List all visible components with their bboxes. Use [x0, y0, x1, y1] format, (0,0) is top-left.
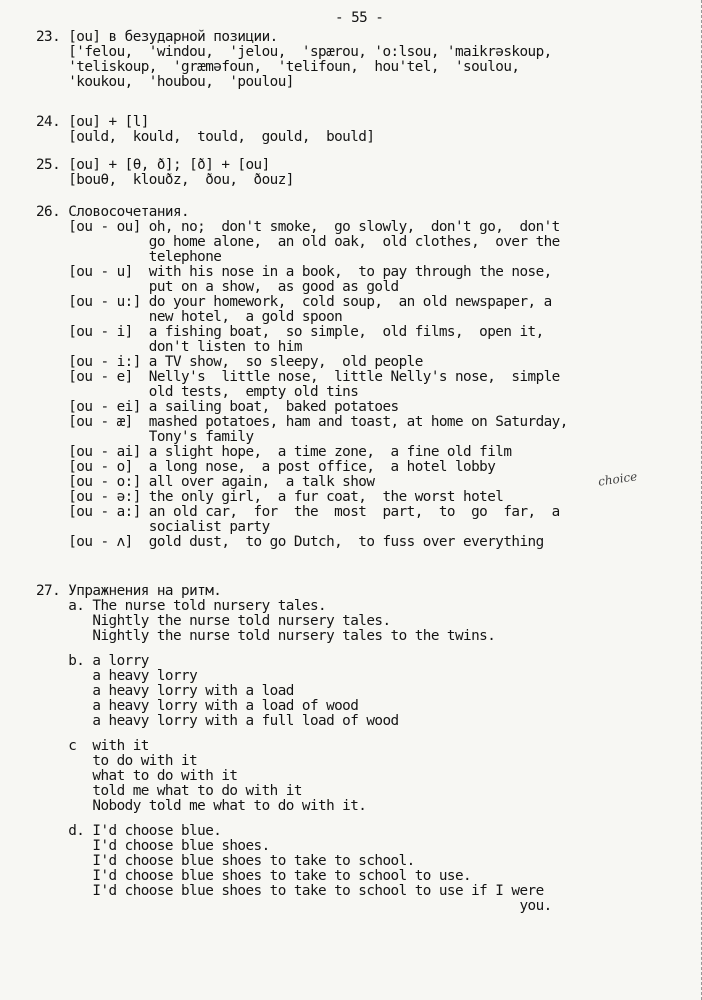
text-line: [ou - ʌ] gold dust, to go Dutch, to fuss over everything [36, 534, 544, 550]
text-line: Nightly the nurse told nursery tales to the twins. [36, 628, 496, 644]
text-line: put on a show, as good as gold [36, 279, 399, 295]
scan-edge-divider [698, 0, 702, 1000]
text-line: to do with it [36, 753, 198, 769]
text-line: I'd choose blue shoes to take to school. [36, 853, 415, 869]
text-line: [ou - a:] an old car, for the most part, to go far, a [36, 504, 560, 520]
text-line: I'd choose blue shoes to take to school to use if I were [36, 883, 544, 899]
text-line: 24. [ou] + [l] [36, 114, 149, 130]
text-line: what to do with it [36, 768, 238, 784]
text-line: [ou - o:] all over again, a talk show [36, 474, 375, 490]
text-line: [ou - i] a fishing boat, so simple, old films, open it, [36, 324, 544, 340]
text-line: I'd choose blue shoes to take to school to use. [36, 868, 472, 884]
text-line: you. [36, 898, 552, 914]
text-line: 23. [ou] в безударной позиции. [36, 29, 278, 45]
handwritten-note: choice [597, 469, 639, 489]
text-line: ['felou, 'windou, 'jelou, 'spærou, 'o:lsou, 'maikrəskoup, [36, 44, 552, 60]
text-line: 'teliskoup, 'græməfoun, 'telifoun, hou'tel, 'soulou, [36, 59, 520, 75]
text-line: d. I'd choose blue. [36, 823, 222, 839]
text-line: a heavy lorry with a load [36, 683, 294, 699]
text-line: old tests, empty old tins [36, 384, 359, 400]
text-line: [ou - ei] a sailing boat, baked potatoes [36, 399, 399, 415]
text-line: [ou - u] with his nose in a book, to pay through the nose, [36, 264, 552, 280]
text-line: [ou - ai] a slight hope, a time zone, a fine old film [36, 444, 512, 460]
text-line: don't listen to him [36, 339, 302, 355]
text-line: a. The nurse told nursery tales. [36, 598, 327, 614]
text-line: [ou - i:] a TV show, so sleepy, old people [36, 354, 423, 370]
text-line: 26. Словосочетания. [36, 204, 190, 220]
page-number: - 55 - [335, 10, 384, 26]
text-line: [ou - e] Nelly's little nose, little Nelly's nose, simple [36, 369, 560, 385]
text-line: [ould, kould, tould, gould, bould] [36, 129, 375, 145]
text-line: [ou - o] a long nose, a post office, a hotel lobby [36, 459, 496, 475]
text-line: b. a lorry [36, 653, 149, 669]
text-line: a heavy lorry with a full load of wood [36, 713, 399, 729]
text-line: [bouθ, klouðz, ðou, ðouz] [36, 172, 294, 188]
text-line: Tony's family [36, 429, 254, 445]
text-line: Nobody told me what to do with it. [36, 798, 367, 814]
text-line: c with it [36, 738, 149, 754]
text-line: [ou - u:] do your homework, cold soup, an old newspaper, a [36, 294, 552, 310]
text-line: Nightly the nurse told nursery tales. [36, 613, 391, 629]
text-line: a heavy lorry with a load of wood [36, 698, 359, 714]
text-line: told me what to do with it [36, 783, 302, 799]
text-line: socialist party [36, 519, 270, 535]
text-line: [ou - ou] oh, no; don't smoke, go slowly, don't go, don't [36, 219, 560, 235]
text-line: 'koukou, 'houbou, 'poulou] [36, 74, 294, 90]
text-line: new hotel, a gold spoon [36, 309, 343, 325]
text-line: telephone [36, 249, 222, 265]
text-line: I'd choose blue shoes. [36, 838, 270, 854]
text-line: a heavy lorry [36, 668, 198, 684]
text-line: 27. Упражнения на ритм. [36, 583, 222, 599]
text-line: 25. [ou] + [θ, ð]; [ð] + [ou] [36, 157, 270, 173]
text-line: [ou - ə:] the only girl, a fur coat, the worst hotel [36, 489, 504, 505]
text-line: go home alone, an old oak, old clothes, over the [36, 234, 560, 250]
text-line: [ou - æ] mashed potatoes, ham and toast, at home on Saturday, [36, 414, 568, 430]
